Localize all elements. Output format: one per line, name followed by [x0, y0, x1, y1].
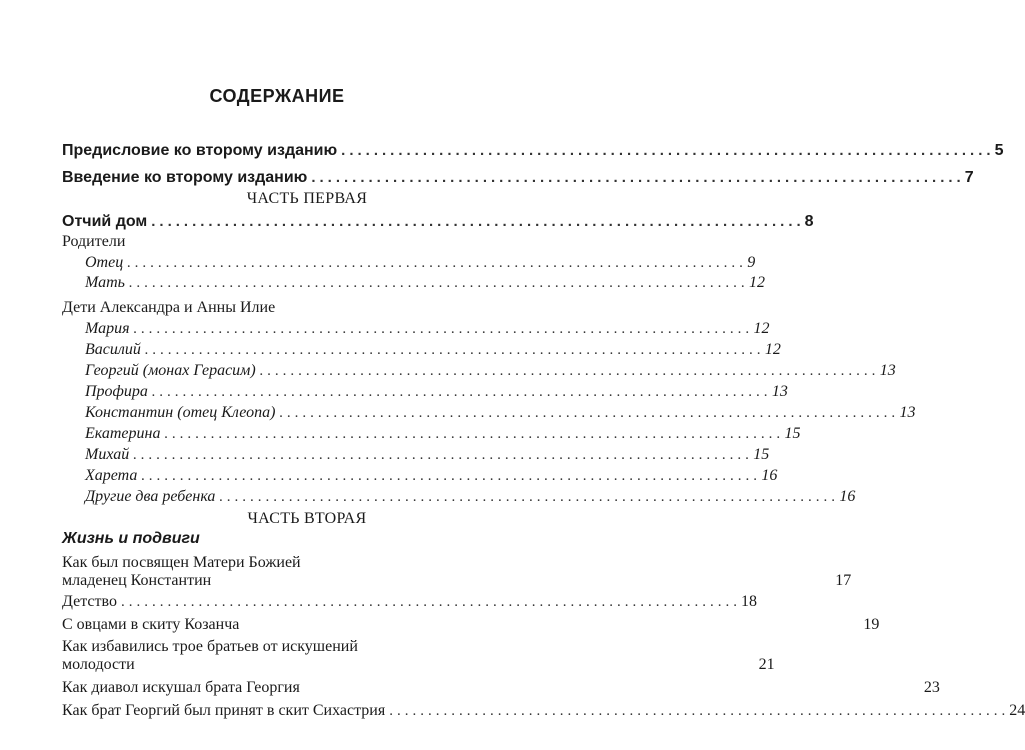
part-heading-1: ЧАСТЬ ПЕРВАЯ: [246, 190, 368, 207]
entry-label: Георгий (монах Герасим): [85, 362, 256, 379]
entry-label: молодости: [62, 656, 135, 673]
dot-leader: ................................................................................: [141, 468, 762, 484]
part-heading-2: ЧАСТЬ ВТОРАЯ: [247, 510, 367, 527]
dot-leader: ................................................................................: [311, 169, 965, 186]
toc-entry-child[interactable]: [85, 317, 770, 339]
entry-label: Мария: [85, 320, 130, 337]
page-number: 9: [747, 254, 756, 271]
page-number: 13: [899, 404, 916, 421]
toc-entry-introduction[interactable]: [62, 166, 974, 188]
dot-leader: ................................................................................: [259, 363, 880, 379]
entry-label: Предисловие ко второму изданию: [62, 142, 338, 159]
toc-entry-sihastria[interactable]: [62, 699, 1025, 721]
entry-label: Детство: [62, 593, 117, 610]
page-number: 23: [923, 679, 940, 696]
toc-entry-child[interactable]: [85, 443, 770, 465]
dot-leader: ................................................................................: [389, 703, 1010, 719]
chapter-heading-life: Жизнь и подвиги: [62, 530, 200, 547]
entry-label-line1: Как избавились трое братьев от искушений: [62, 638, 358, 655]
toc-entry-child[interactable]: [85, 422, 801, 444]
entry-label: Другие два ребенка: [85, 488, 216, 505]
entry-label: Профира: [85, 383, 148, 400]
page-number: 12: [748, 274, 765, 291]
entry-label: Василий: [85, 341, 141, 358]
page-number: 24: [1009, 702, 1025, 719]
entry-label: Мать: [85, 274, 125, 291]
section-label-parents: Родители: [62, 233, 126, 250]
dot-leader: ................................................................................: [164, 426, 785, 442]
dot-leader: ................................................................................: [151, 213, 805, 230]
page-number: 5: [994, 142, 1004, 159]
entry-label: младенец Константин: [62, 572, 212, 589]
entry-label: Екатерина: [85, 425, 161, 442]
toc-entry-sheep[interactable]: [62, 613, 880, 635]
toc-entry-mother[interactable]: [85, 271, 765, 293]
toc-entry-child[interactable]: [85, 338, 781, 360]
toc-entry-dedication[interactable]: [62, 569, 852, 591]
page-number: 13: [879, 362, 896, 379]
entry-label: Введение ко второму изданию: [62, 169, 308, 186]
page-number: 15: [753, 446, 770, 463]
dot-leader: ................................................................................: [341, 142, 995, 159]
toc-entry-father[interactable]: [85, 251, 756, 273]
section-label-children: Дети Александра и Анны Илие: [62, 299, 276, 316]
entry-label: Как диавол искушал брата Георгия: [62, 679, 300, 696]
toc-entry-child[interactable]: [85, 380, 788, 402]
page-number: 7: [964, 169, 974, 186]
page-number: 16: [839, 488, 856, 505]
page-number: 16: [761, 467, 778, 484]
entry-label: Отец: [85, 254, 124, 271]
toc-entry-devil[interactable]: [62, 676, 940, 698]
dot-leader: ................................................................................: [279, 405, 900, 421]
entry-label: Михай: [85, 446, 130, 463]
dot-leader: ................................................................................: [133, 447, 754, 463]
page-number: 15: [784, 425, 801, 442]
entry-label: Харета: [85, 467, 138, 484]
dot-leader: ................................................................................: [128, 275, 749, 291]
page-number: 8: [804, 213, 814, 230]
dot-leader: ................................................................................: [151, 384, 772, 400]
entry-label: Отчий дом: [62, 213, 148, 230]
toc-entry-child[interactable]: [85, 485, 856, 507]
page-number: 21: [758, 656, 775, 673]
toc-title: СОДЕРЖАНИЕ: [209, 86, 345, 106]
toc-entry-child[interactable]: [85, 359, 896, 381]
entry-label: С овцами в скиту Козанча: [62, 616, 240, 633]
page-number: 12: [753, 320, 770, 337]
page-number: 12: [764, 341, 781, 358]
dot-leader: ................................................................................: [120, 594, 741, 610]
toc-entry-temptations[interactable]: [62, 653, 775, 675]
dot-leader: ................................................................................: [144, 342, 765, 358]
entry-label-line1: Как был посвящен Матери Божией: [62, 554, 301, 571]
toc-entry-preface[interactable]: [62, 139, 1004, 161]
toc-entry-child[interactable]: [85, 401, 916, 423]
page-number: 17: [835, 572, 852, 589]
dot-leader: ................................................................................: [127, 255, 748, 271]
dot-leader: ................................................................................: [133, 321, 754, 337]
page-number: 13: [771, 383, 788, 400]
dot-leader: ................................................................................: [219, 489, 840, 505]
toc-entry-child[interactable]: [85, 464, 778, 486]
toc-entry-childhood[interactable]: [62, 590, 757, 612]
entry-label: Как брат Георгий был принят в скит Сихастрия: [62, 702, 386, 719]
entry-label: Константин (отец Клеопа): [85, 404, 276, 421]
page-number: 19: [863, 616, 880, 633]
page-number: 18: [740, 593, 757, 610]
toc-entry-chapter-home[interactable]: [62, 210, 814, 232]
